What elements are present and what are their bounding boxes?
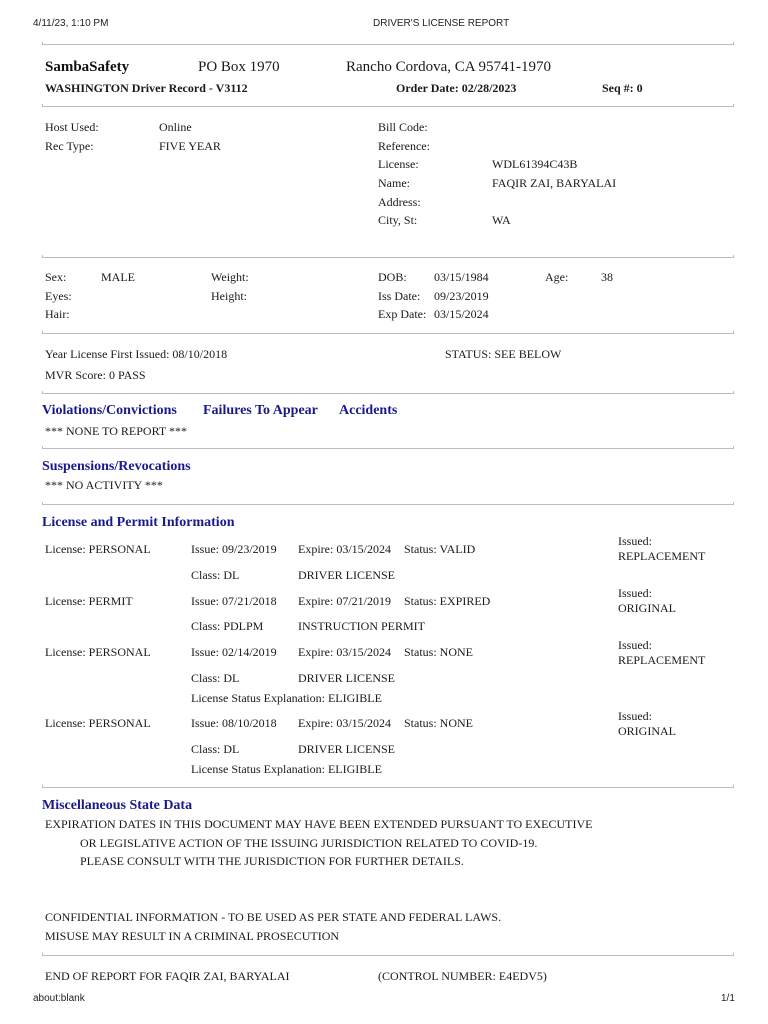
status-text: STATUS: SEE BELOW [445,347,562,361]
misc-heading: Miscellaneous State Data [42,798,193,813]
license-status: Status: VALID [404,542,476,556]
company-city: Rancho Cordova, CA 95741-1970 [346,59,551,75]
misc-line-3: PLEASE CONSULT WITH THE JURISDICTION FOR FURTHER DETAILS. [80,854,464,868]
reference-label: Reference: [378,139,430,153]
exp-date-label: Exp Date: [378,307,427,321]
hair-label: Hair: [45,307,70,321]
license-issued-value: REPLACEMENT [618,549,706,563]
license-info-heading: License and Permit Information [42,515,235,530]
seq-number: Seq #: 0 [602,81,643,95]
license-status: Status: NONE [404,716,473,730]
height-label: Height: [211,289,247,303]
suspensions-heading: Suspensions/Revocations [42,459,191,474]
first-issued: Year License First Issued: 08/10/2018 [45,347,228,361]
license-label: License: [378,157,419,171]
confidential-line-1: CONFIDENTIAL INFORMATION - TO BE USED AS PER STATE AND FEDERAL LAWS. [45,910,502,924]
divider [42,393,734,394]
city-value: WA [492,213,511,227]
iss-date-value: 09/23/2019 [434,289,489,303]
license-class: Class: DL [191,671,240,685]
record-type: WASHINGTON Driver Record - V3112 [45,81,248,95]
address-label: Address: [378,195,421,209]
dob-label: DOB: [378,270,407,284]
dob-value: 03/15/1984 [434,270,489,284]
license-issued-value: ORIGINAL [618,724,676,738]
end-of-report: END OF REPORT FOR FAQIR ZAI, BARYALAI [45,969,290,983]
divider [42,504,734,505]
rec-type-value: FIVE YEAR [159,139,221,153]
print-datetime: 4/11/23, 1:10 PM [33,18,109,29]
sex-value: MALE [101,270,135,284]
city-label: City, St: [378,213,418,227]
license-expire: Expire: 03/15/2024 [298,716,391,730]
license-expire: Expire: 03/15/2024 [298,542,391,556]
license-issue: Issue: 09/23/2019 [191,542,277,556]
mvr-score: MVR Score: 0 PASS [45,368,146,382]
iss-date-label: Iss Date: [378,289,421,303]
misc-line-1: EXPIRATION DATES IN THIS DOCUMENT MAY HAVE BEEN EXTENDED PURSUANT TO EXECUTIVE [45,817,593,831]
license-type: License: PERSONAL [45,645,151,659]
rec-type-label: Rec Type: [45,139,94,153]
license-value: WDL61394C43B [492,157,578,171]
license-class: Class: DL [191,742,240,756]
license-issue: Issue: 07/21/2018 [191,594,277,608]
license-issue: Issue: 02/14/2019 [191,645,277,659]
license-issued-label: Issued: [618,638,652,652]
name-label: Name: [378,176,410,190]
license-status-explanation: License Status Explanation: ELIGIBLE [191,691,382,705]
license-expire: Expire: 07/21/2019 [298,594,391,608]
license-type: License: PERMIT [45,594,133,608]
confidential-line-2: MISUSE MAY RESULT IN A CRIMINAL PROSECUTION [45,929,340,943]
failures-heading: Failures To Appear [203,403,318,418]
divider [42,955,734,956]
control-number: (CONTROL NUMBER: E4EDV5) [378,969,547,983]
exp-date-value: 03/15/2024 [434,307,489,321]
violations-heading: Violations/Convictions [42,403,177,418]
sex-label: Sex: [45,270,67,284]
divider [42,333,734,334]
license-class: Class: DL [191,568,240,582]
company-po-box: PO Box 1970 [198,59,280,75]
license-class: Class: PDLPM [191,619,264,633]
license-class-desc: INSTRUCTION PERMIT [298,619,426,633]
age-label: Age: [545,270,569,284]
license-class-desc: DRIVER LICENSE [298,568,395,582]
host-used-value: Online [159,120,192,134]
weight-label: Weight: [211,270,249,284]
misc-line-2: OR LEGISLATIVE ACTION OF THE ISSUING JURISDICTION RELATED TO COVID-19. [80,836,538,850]
license-class-desc: DRIVER LICENSE [298,671,395,685]
license-expire: Expire: 03/15/2024 [298,645,391,659]
license-status: Status: NONE [404,645,473,659]
license-type: License: PERSONAL [45,716,151,730]
license-issue: Issue: 08/10/2018 [191,716,277,730]
divider [42,448,734,449]
license-type: License: PERSONAL [45,542,151,556]
license-issued-label: Issued: [618,534,652,548]
print-page-number: 1/1 [721,993,735,1004]
license-status: Status: EXPIRED [404,594,491,608]
company-name: SambaSafety [45,59,130,75]
license-issued-value: ORIGINAL [618,601,676,615]
age-value: 38 [601,270,613,284]
license-status-explanation: License Status Explanation: ELIGIBLE [191,762,382,776]
accidents-heading: Accidents [339,403,398,418]
divider [42,787,734,788]
print-url: about:blank [33,993,85,1004]
print-title: DRIVER'S LICENSE REPORT [373,18,510,29]
bill-code-label: Bill Code: [378,120,428,134]
order-date: Order Date: 02/28/2023 [396,81,517,95]
license-class-desc: DRIVER LICENSE [298,742,395,756]
license-issued-value: REPLACEMENT [618,653,706,667]
suspensions-note: *** NO ACTIVITY *** [45,478,163,492]
name-value: FAQIR ZAI, BARYALAI [492,176,617,190]
divider [42,257,734,258]
license-issued-label: Issued: [618,709,652,723]
host-used-label: Host Used: [45,120,99,134]
divider [42,44,734,45]
eyes-label: Eyes: [45,289,72,303]
violations-note: *** NONE TO REPORT *** [45,424,187,438]
license-issued-label: Issued: [618,586,652,600]
divider [42,106,734,107]
